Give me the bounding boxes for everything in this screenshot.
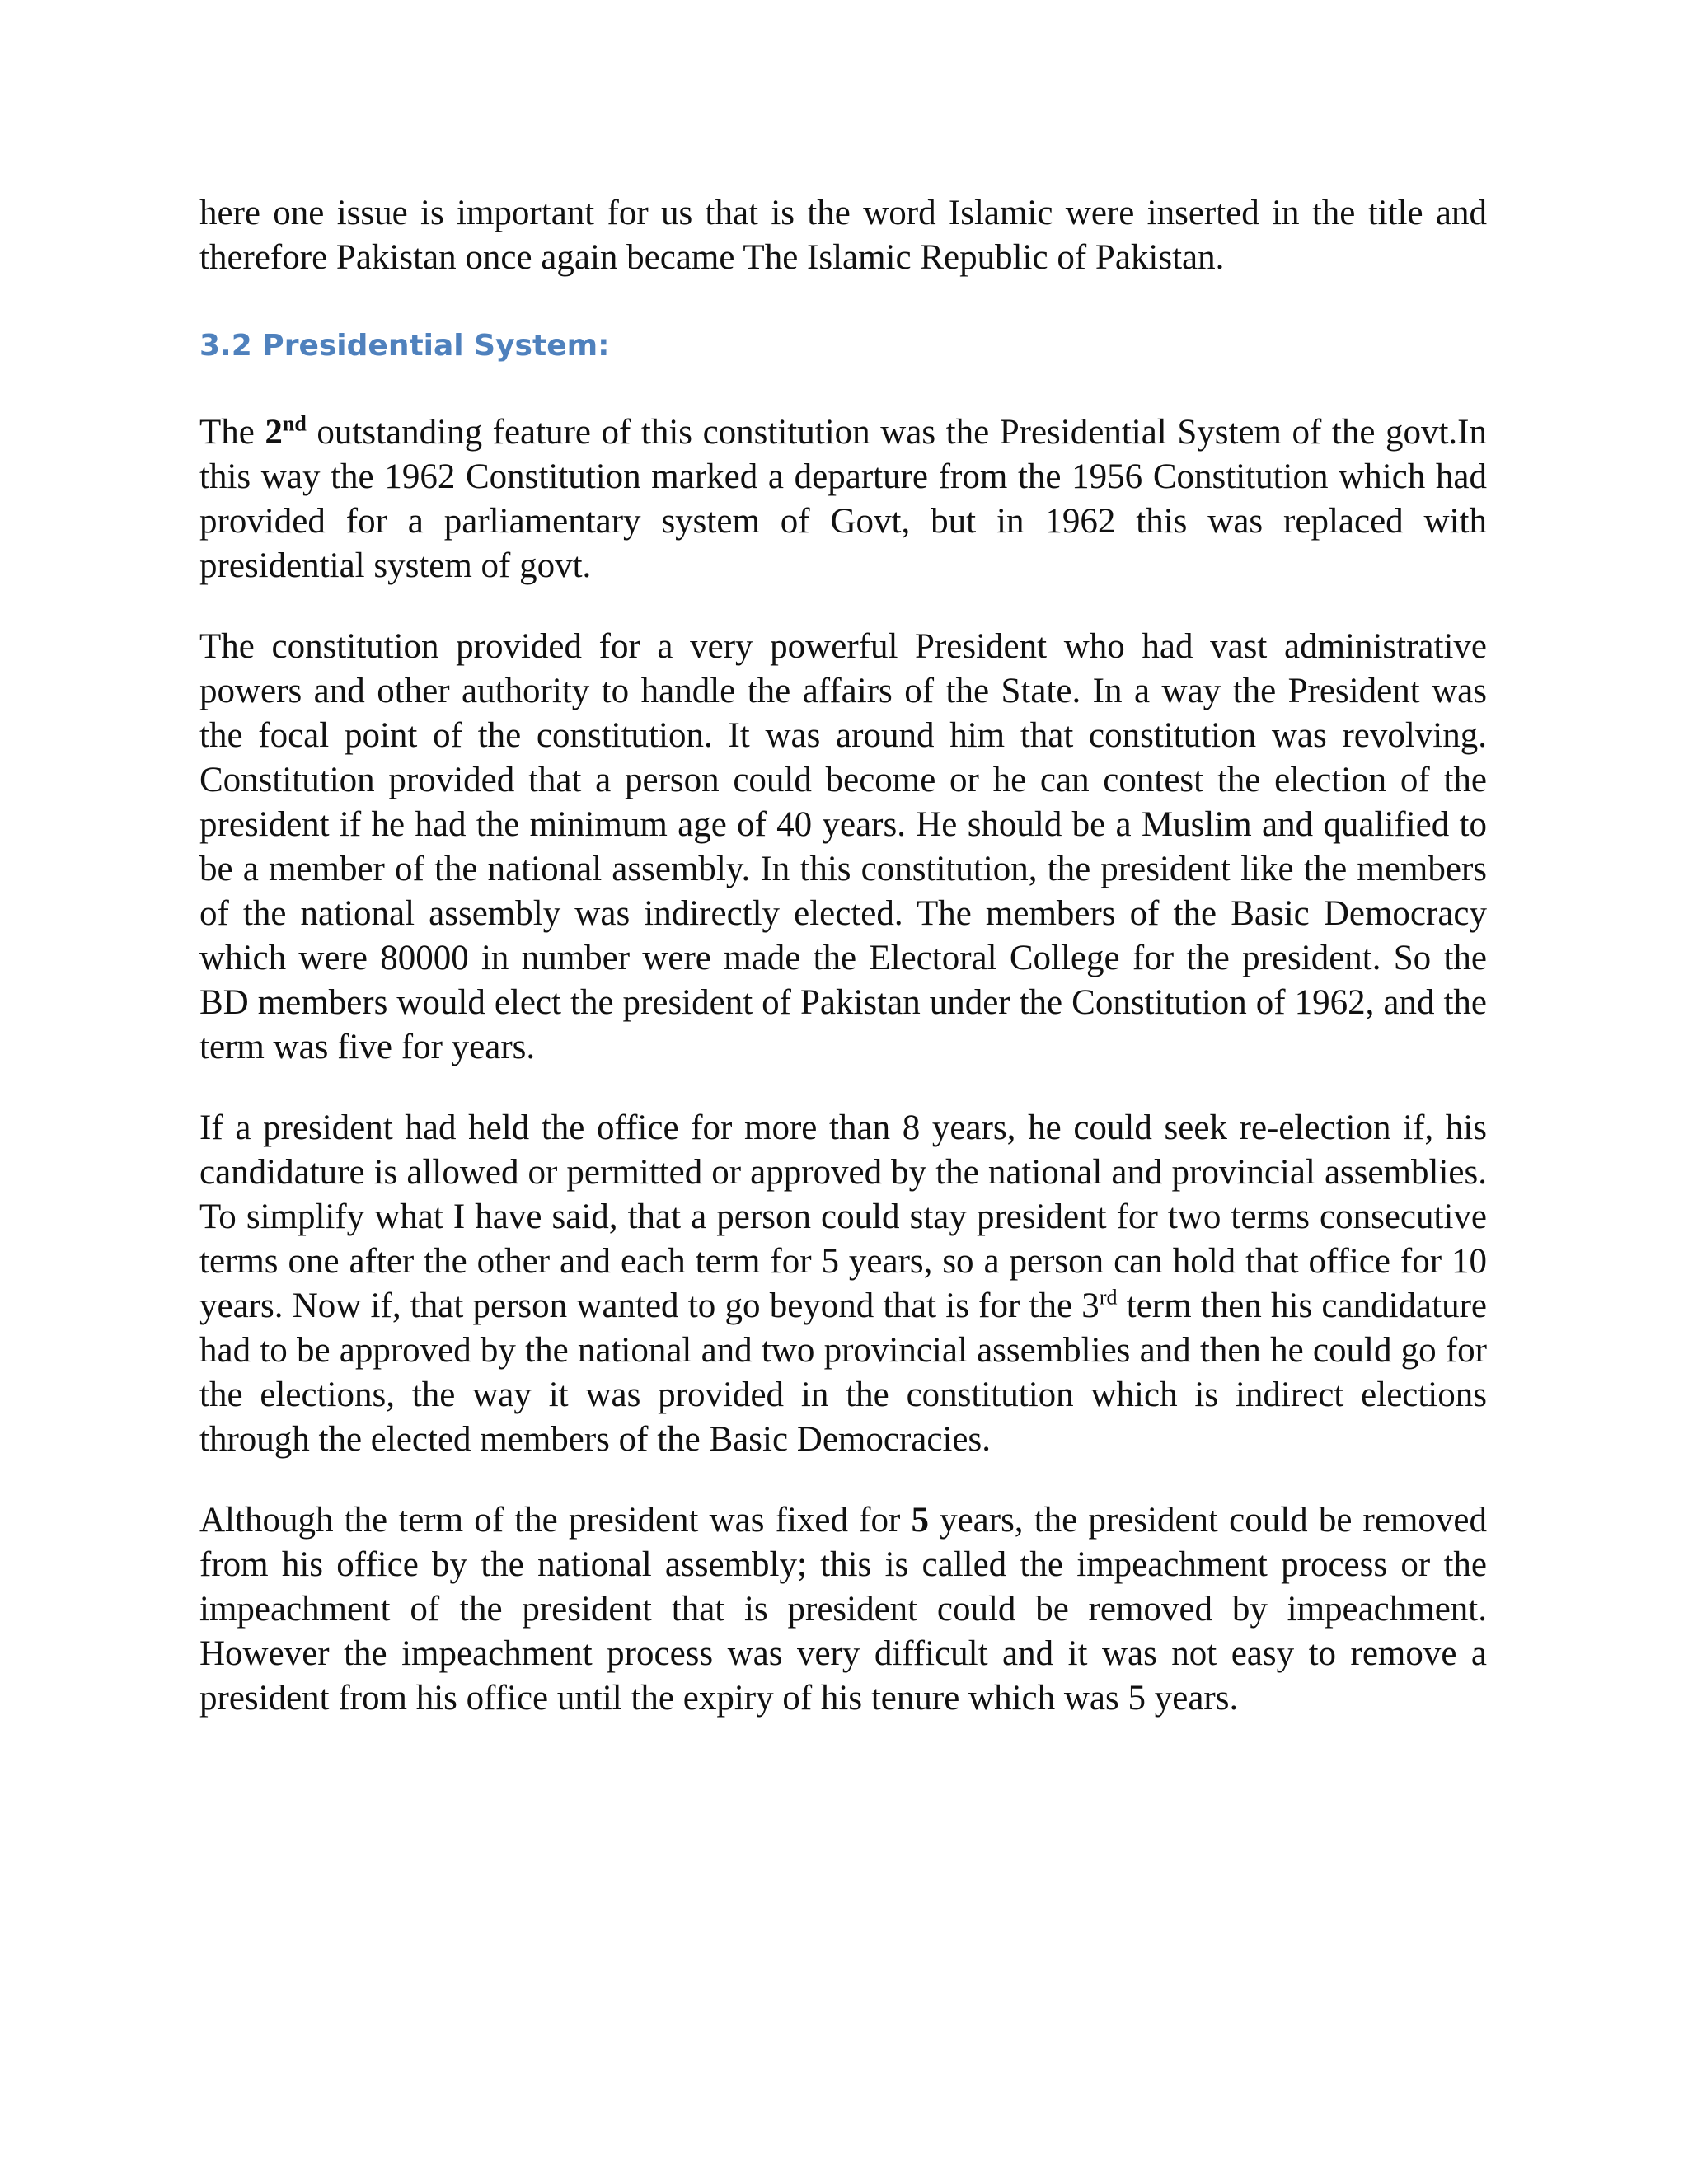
p2-rest: outstanding feature of this constitution was the Presidential System of the govt.In this way the 1962 Constitution marked a departure from the 1956 Constitution which had provided for a parliamentary system of Govt, but in 1962 this was replaced with presidential system of govt.: [199, 413, 1487, 585]
p4-rest: term then his candidature had to be approved by the national and two provincial assemblies and then he could go for the elections, the way it was provided in the constitution which is indirect elections through the elected members of the Basic Democracies.: [199, 1286, 1487, 1459]
p2-superscript: nd: [282, 411, 307, 436]
paragraph-re-election: [199, 1106, 1487, 1462]
section-heading: 3.2 Presidential System:: [199, 329, 610, 363]
p4-start: If a president had held the office for more than 8 years, he could seek re-election if, his candidature is allowed or permitted or approved by the national and provincial assemblies. To simplify what I have said, that a person could stay president for two terms consecutive terms one after the other and each term for 5 years, so a person can hold that office for 10 years. Now if, that person wanted to go beyond that is for the 3: [199, 1108, 1487, 1325]
p4-superscript: rd: [1099, 1285, 1118, 1310]
paragraph-islamic-title: here one issue is important for us that is the word Islamic were inserted in the title and therefore Pakistan once again became The Islamic Republic of Pakistan.: [199, 194, 1487, 277]
p2-bold-number: 2: [265, 413, 283, 452]
p2-start: The: [199, 413, 265, 452]
document-page: [199, 191, 1487, 1757]
paragraph-impeachment: [199, 1498, 1487, 1721]
p5-rest: years, the president could be removed from his office by the national assembly; this is called the impeachment process or the impeachment of the president that is president could be removed by impeachment. However the impeachment process was very difficult and it was not easy to remove a president from his office until the expiry of his tenure which was 5 years.: [199, 1501, 1487, 1718]
paragraph-presidential-system: [199, 410, 1487, 588]
p5-bold-number: 5: [911, 1501, 929, 1540]
paragraph-powerful-president: The constitution provided for a very powerful President who had vast administrative powers and other authority to handle the affairs of the State. In a way the President was the focal point of the constitution. It was around him that constitution was revolving. Constitution provided that a person could become or he can contest the election of the president if he had the minimum age of 40 years. He should be a Muslim and qualified to be a member of the national assembly. In this constitution, the president like the members of the national assembly was indirectly elected. The members of the Basic Democracy which were 80000 in number were made the Electoral College for the president. So the BD members would elect the president of Pakistan under the Constitution of 1962, and the term was five for years.: [199, 627, 1487, 1066]
p5-start: Although the term of the president was fixed for: [199, 1501, 912, 1540]
